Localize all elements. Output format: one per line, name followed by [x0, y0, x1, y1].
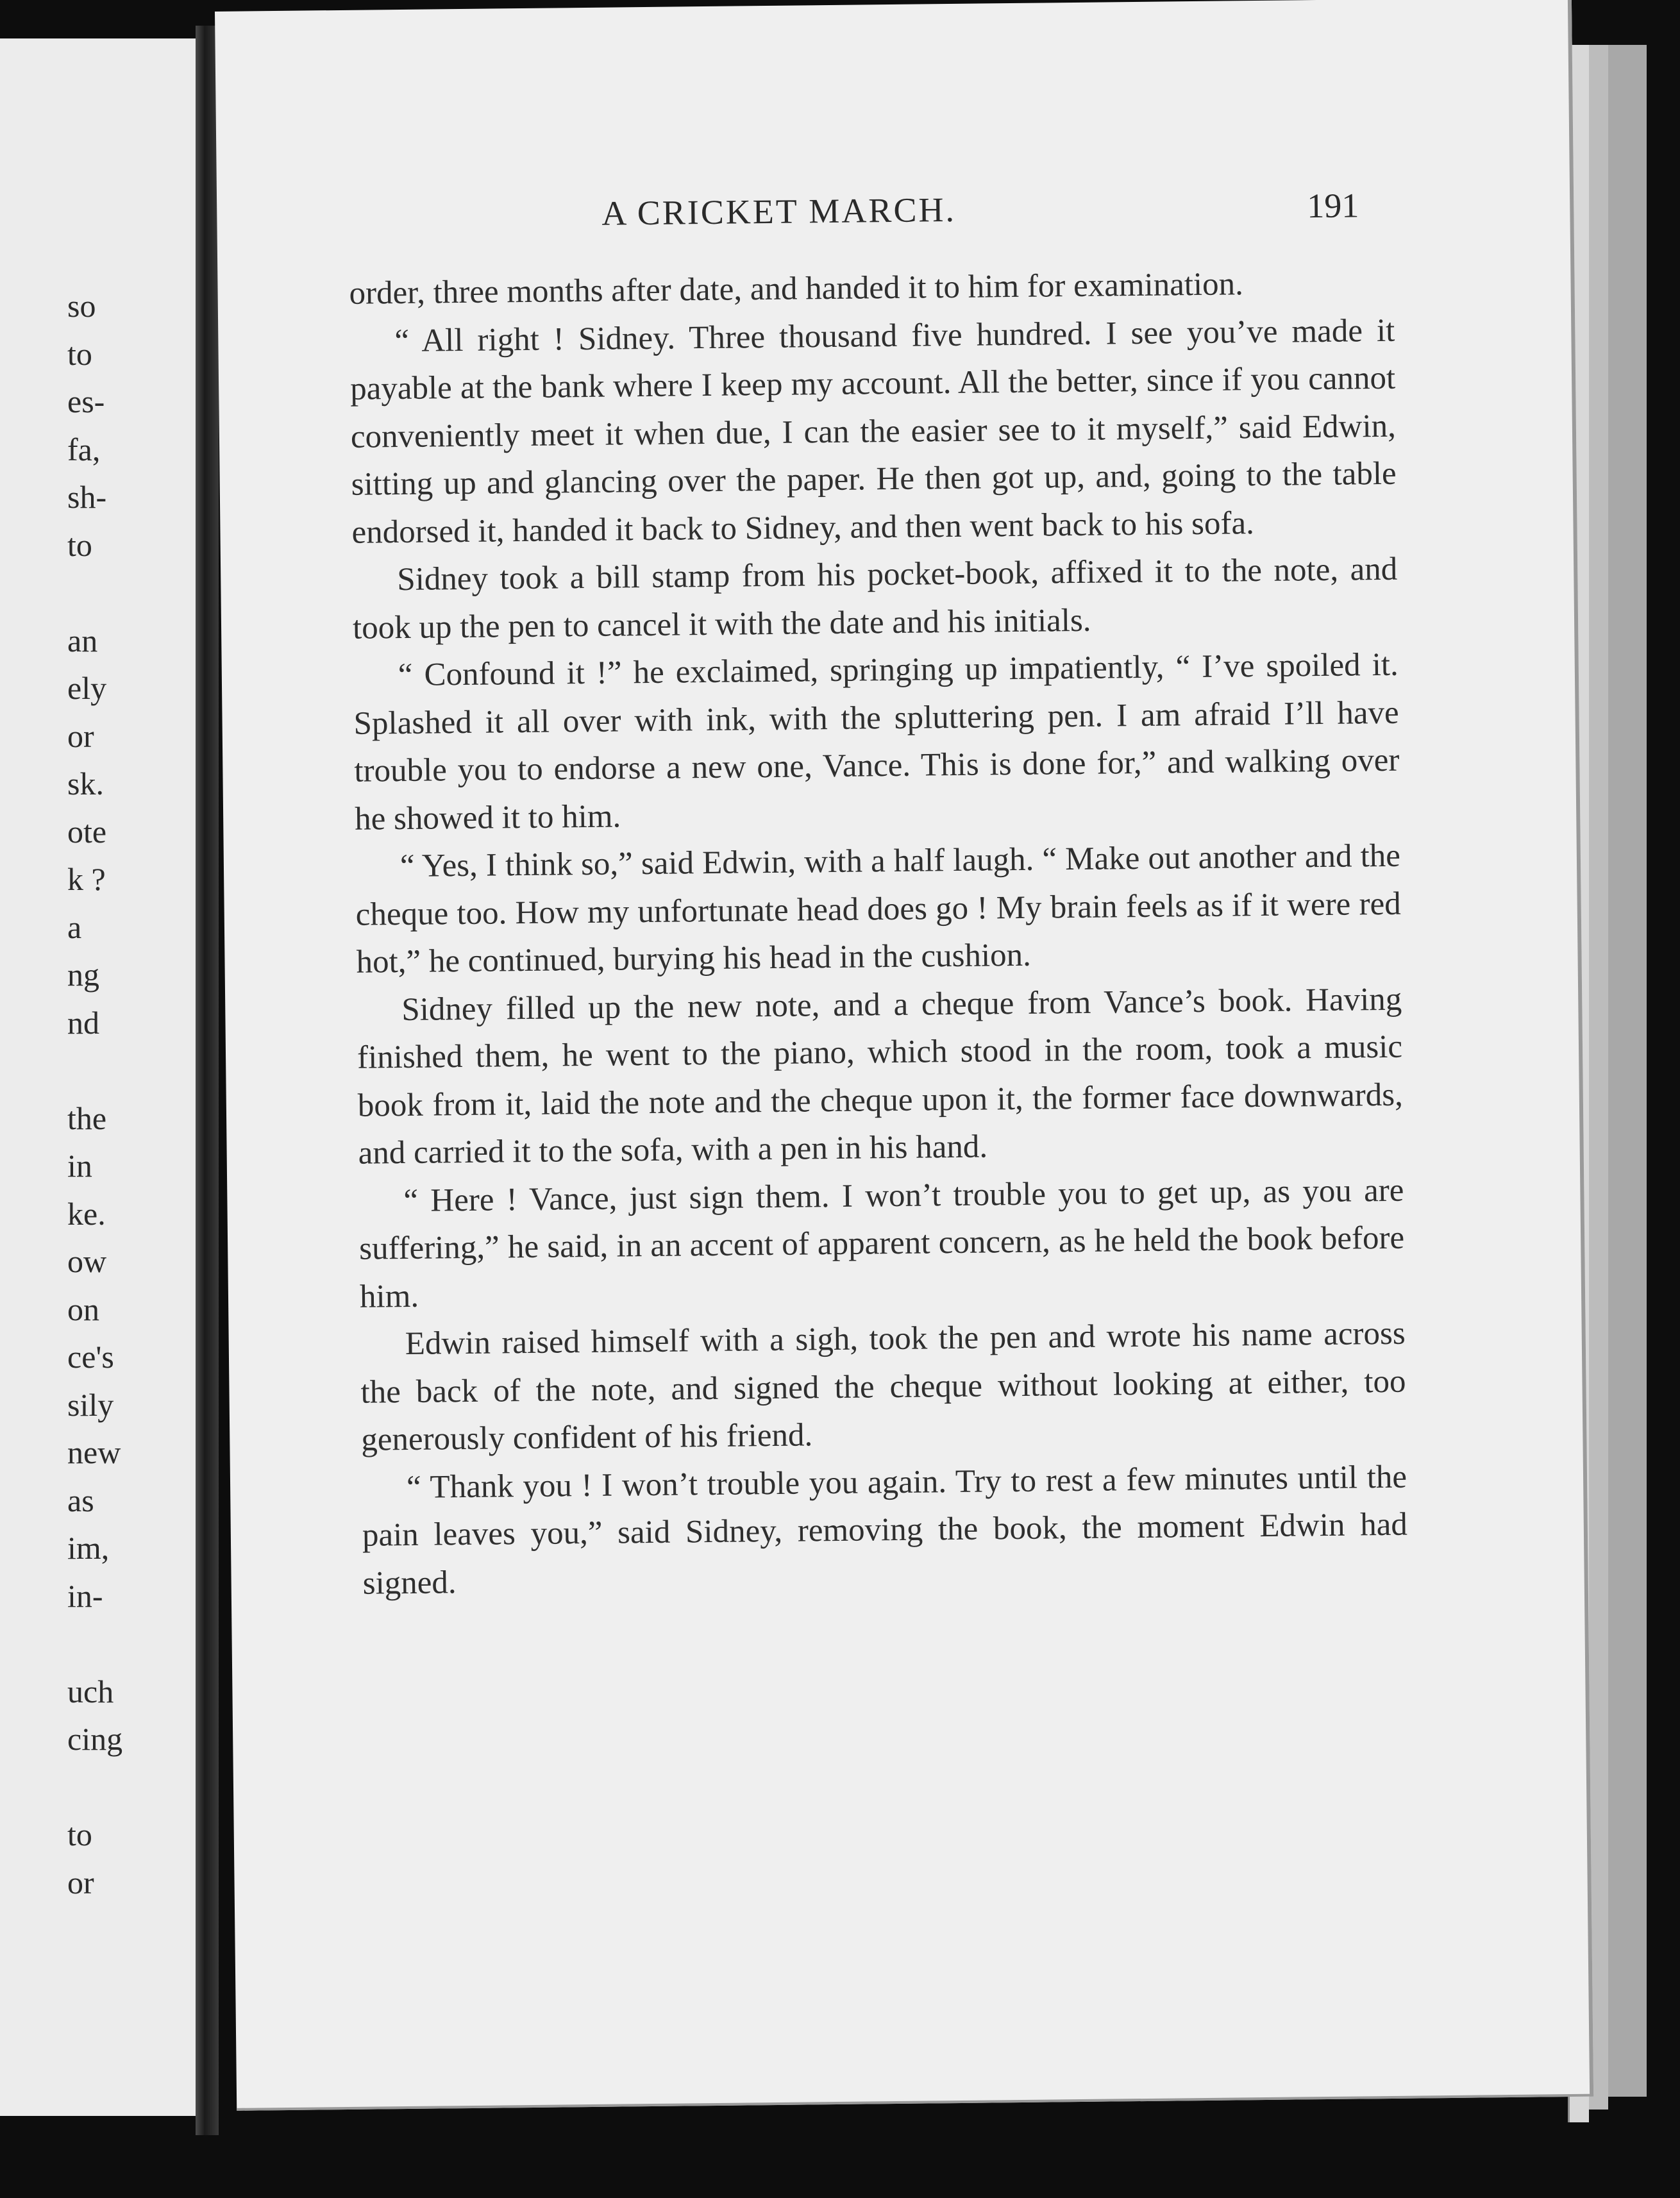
- paragraph: “ All right ! Sidney. Three thousand five hundred. I see you’ve made it payable at the bank where I keep my account. All the better, since if you cannot conveniently meet it when due, I can the easier see to it myself,” said Edwin, sitting up and glancing over the paper. He then got up, and, going to the table endorsed it, handed it back to Sidney, and then went back to his sofa.: [349, 312, 1397, 551]
- previous-page-line: ely: [67, 670, 107, 706]
- paragraph: “ Yes, I think so,” said Edwin, with a half laugh. “ Make out another and the cheque too. How my unfortunate head does go ! My brain feels as if it were red hot,” he continued, burying his head in the cushion.: [355, 837, 1401, 980]
- previous-page-text: [67, 282, 196, 1906]
- paragraph: “ Thank you ! I won’t trouble you again. Try to rest a few minutes until the pain leaves you,” said Sidney, removing the book, the moment Edwin had signed.: [362, 1459, 1408, 1602]
- previous-page-line: uch: [67, 1673, 114, 1709]
- previous-page-line: sh-: [67, 479, 107, 515]
- paragraph: order, three months after date, and handed it to him for examination.: [349, 266, 1244, 312]
- previous-page-line: k ?: [67, 861, 106, 897]
- previous-page-line: or: [67, 717, 94, 754]
- previous-page: [0, 38, 198, 2116]
- page-number: 191: [1306, 186, 1359, 226]
- previous-page-line: [67, 1046, 196, 1095]
- previous-page-line: ke.: [67, 1195, 106, 1232]
- previous-page-line: im,: [67, 1530, 110, 1566]
- previous-page-line: a: [67, 909, 82, 945]
- previous-page-line: to: [67, 1816, 92, 1852]
- previous-page-line: [67, 1620, 196, 1668]
- previous-page-line: to: [67, 335, 92, 372]
- paragraph: Sidney filled up the new note, and a cheque from Vance’s book. Having finished them, he went to the piano, which stood in the room, took a music book from it, laid the note and the cheque upon it, the former face downwards, and carried it to the sofa, with a pen in his hand.: [357, 981, 1404, 1171]
- body-text: [349, 259, 1408, 1607]
- previous-page-line: cing: [67, 1721, 123, 1757]
- paragraph: Edwin raised himself with a sigh, took the pen and wrote his name across the back of the note, and signed the cheque without looking at either, too generously confident of his friend.: [360, 1315, 1406, 1458]
- previous-page-line: as: [67, 1482, 94, 1518]
- previous-page-line: new: [67, 1434, 121, 1470]
- running-head: A CRICKET MARCH.: [601, 190, 957, 233]
- book-page: [215, 0, 1593, 2111]
- paragraph: “ Here ! Vance, just sign them. I won’t trouble you to get up, as you are suffering,” he said, in an accent of apparent concern, as he held the book before him.: [358, 1172, 1405, 1315]
- previous-page-line: sk.: [67, 766, 104, 801]
- previous-page-line: in-: [67, 1577, 103, 1614]
- previous-page-line: [67, 569, 196, 617]
- previous-page-line: the: [67, 1100, 107, 1136]
- page-edges: [1606, 45, 1647, 2097]
- previous-page-line: [67, 1763, 196, 1811]
- previous-page-line: in: [67, 1148, 92, 1184]
- previous-page-line: ce's: [67, 1339, 114, 1375]
- previous-page-line: nd: [67, 1004, 99, 1041]
- previous-page-line: es-: [67, 383, 105, 419]
- previous-page-line: so: [67, 288, 96, 324]
- paragraph: “ Confound it !” he exclaimed, springing up impatiently, “ I’ve spoiled it. Splashed it all over with ink, with the spluttering pen. I am afraid I’ll have trouble you to endorse a new one, Vance. This is done for,” and walking over he showed it to him.: [353, 646, 1400, 837]
- previous-page-line: or: [67, 1864, 94, 1900]
- previous-page-line: sily: [67, 1386, 114, 1423]
- book-gutter: [196, 26, 219, 2135]
- previous-page-line: ow: [67, 1243, 107, 1279]
- previous-page-line: fa,: [67, 431, 101, 467]
- previous-page-line: to: [67, 526, 92, 563]
- previous-page-line: ote: [67, 813, 107, 850]
- paragraph: Sidney took a bill stamp from his pocket-book, affixed it to the note, and took up the pen to cancel it with the date and his initials.: [352, 551, 1398, 646]
- previous-page-line: an: [67, 622, 98, 659]
- previous-page-line: on: [67, 1291, 99, 1327]
- previous-page-line: ng: [67, 957, 99, 993]
